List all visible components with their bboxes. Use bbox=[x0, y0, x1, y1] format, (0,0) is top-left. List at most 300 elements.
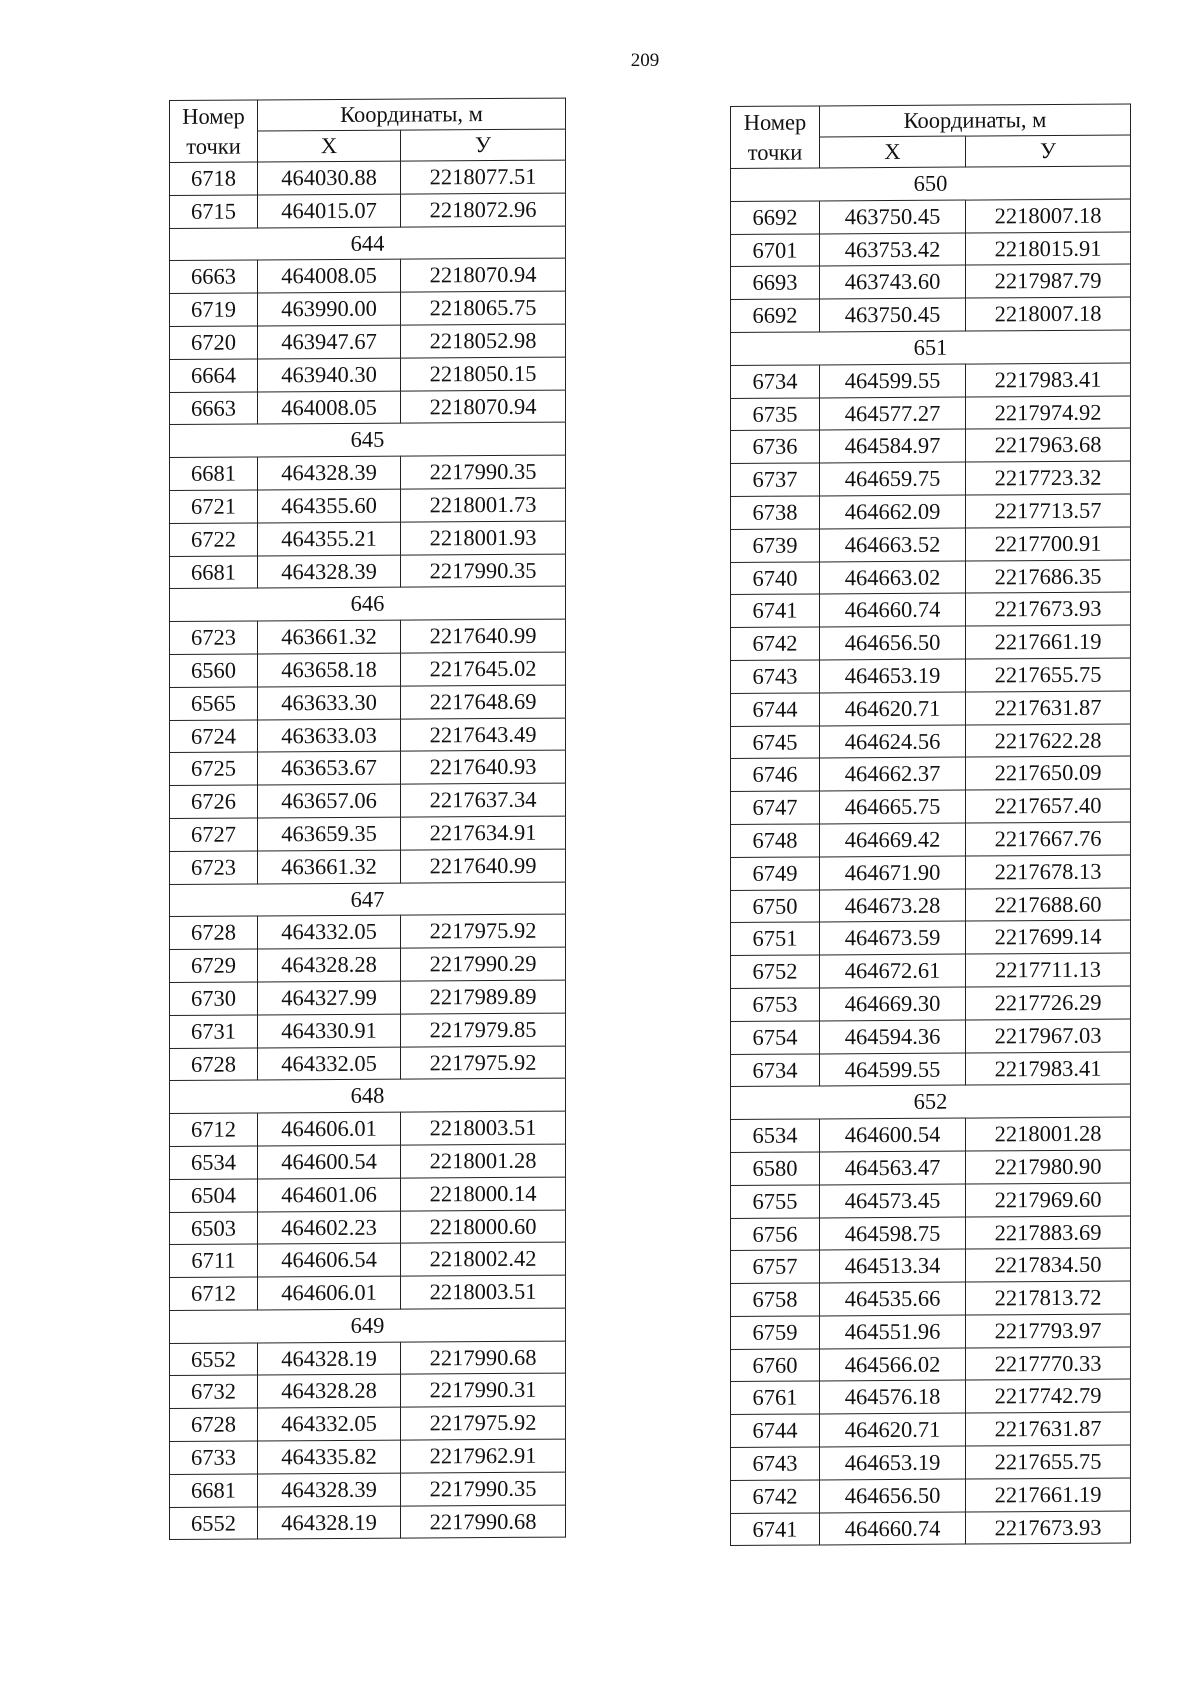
x-coordinate-cell: 464015.07 bbox=[258, 194, 401, 228]
point-number-cell: 6719 bbox=[170, 293, 258, 326]
point-number-cell: 6723 bbox=[170, 621, 258, 654]
x-coordinate-cell: 464328.39 bbox=[258, 555, 401, 589]
x-coordinate-cell: 464584.97 bbox=[820, 429, 966, 463]
coordinates-table-right bbox=[730, 104, 1131, 1547]
x-coordinate-cell: 464660.74 bbox=[820, 593, 966, 627]
point-number-cell: 6761 bbox=[731, 1381, 820, 1414]
x-coordinate-cell: 464328.19 bbox=[258, 1342, 401, 1376]
table-row bbox=[170, 1013, 566, 1048]
table-row bbox=[170, 488, 566, 523]
point-number-cell: 6730 bbox=[170, 982, 258, 1015]
x-coordinate-cell: 464577.27 bbox=[820, 397, 966, 431]
x-coordinate-cell: 464332.05 bbox=[258, 1407, 401, 1441]
table-row bbox=[170, 980, 566, 1015]
x-coordinate-cell: 464656.50 bbox=[820, 1479, 966, 1513]
point-number-cell: 6725 bbox=[170, 752, 258, 785]
point-number-cell: 6726 bbox=[170, 785, 258, 818]
point-number-cell: 6720 bbox=[170, 326, 258, 359]
y-header: У bbox=[401, 129, 566, 161]
y-coordinate-cell: 2217631.87 bbox=[966, 1412, 1131, 1446]
x-coordinate-cell: 464606.01 bbox=[258, 1112, 401, 1146]
table-row bbox=[731, 461, 1131, 496]
table-row bbox=[170, 390, 566, 425]
point-number-cell: 6721 bbox=[170, 490, 258, 523]
y-coordinate-cell: 2217678.13 bbox=[966, 855, 1131, 889]
point-number-cell: 6743 bbox=[731, 660, 820, 693]
x-coordinate-cell: 464563.47 bbox=[820, 1151, 966, 1185]
x-coordinate-cell: 464573.45 bbox=[820, 1184, 966, 1218]
x-coordinate-cell: 464602.23 bbox=[258, 1211, 401, 1245]
point-number-cell: 6534 bbox=[731, 1119, 820, 1152]
y-coordinate-cell: 2217883.69 bbox=[966, 1216, 1131, 1250]
y-coordinate-cell: 2217640.93 bbox=[401, 750, 566, 784]
table-row bbox=[170, 816, 566, 851]
y-coordinate-cell: 2217634.91 bbox=[401, 816, 566, 850]
y-coordinate-cell: 2217711.13 bbox=[966, 953, 1131, 987]
table-row bbox=[170, 1505, 566, 1540]
y-coordinate-cell: 2217813.72 bbox=[966, 1281, 1131, 1315]
point-number-cell: 6552 bbox=[170, 1343, 258, 1376]
table-row bbox=[731, 1117, 1131, 1152]
y-coordinate-cell: 2218065.75 bbox=[401, 291, 566, 325]
section-header-row bbox=[170, 1308, 566, 1343]
table-row bbox=[170, 193, 566, 228]
point-number-cell: 6715 bbox=[170, 195, 258, 228]
table-row bbox=[731, 1216, 1131, 1251]
table-row bbox=[170, 783, 566, 818]
y-coordinate-cell: 2217980.90 bbox=[966, 1150, 1131, 1184]
section-header-row bbox=[170, 586, 566, 621]
table-row bbox=[170, 1177, 566, 1212]
x-header: Х bbox=[258, 130, 401, 162]
point-number-cell: 6742 bbox=[731, 1480, 820, 1513]
section-number: 652 bbox=[731, 1084, 1131, 1119]
x-coordinate-cell: 464328.28 bbox=[258, 1375, 401, 1409]
point-number-cell: 6744 bbox=[731, 1414, 820, 1447]
x-coordinate-cell: 464653.19 bbox=[820, 1446, 966, 1480]
y-coordinate-cell: 2217990.29 bbox=[401, 947, 566, 981]
table-row bbox=[731, 756, 1131, 791]
x-coordinate-cell: 464030.88 bbox=[258, 161, 401, 195]
y-coordinate-cell: 2217990.35 bbox=[401, 554, 566, 588]
x-coordinate-cell: 464576.18 bbox=[820, 1381, 966, 1415]
section-number: 651 bbox=[731, 330, 1131, 365]
x-coordinate-cell: 464355.21 bbox=[258, 522, 401, 556]
point-number-cell: 6739 bbox=[731, 529, 820, 562]
table-row bbox=[731, 494, 1131, 529]
point-number-cell: 6749 bbox=[731, 857, 820, 890]
x-coordinate-cell: 463753.42 bbox=[820, 233, 966, 267]
section-number: 644 bbox=[170, 226, 566, 261]
x-coordinate-cell: 464599.55 bbox=[820, 364, 966, 398]
y-coordinate-cell: 2217963.68 bbox=[966, 428, 1131, 462]
point-number-cell: 6754 bbox=[731, 1021, 820, 1054]
y-coordinate-cell: 2218003.51 bbox=[401, 1275, 566, 1309]
y-coordinate-cell: 2218050.15 bbox=[401, 357, 566, 391]
y-coordinate-cell: 2217667.76 bbox=[966, 822, 1131, 856]
x-coordinate-cell: 463657.06 bbox=[258, 784, 401, 818]
y-coordinate-cell: 2218003.51 bbox=[401, 1111, 566, 1145]
x-coordinate-cell: 464600.54 bbox=[820, 1118, 966, 1152]
table-row bbox=[731, 428, 1131, 463]
point-number-cell: 6560 bbox=[170, 654, 258, 687]
table-row bbox=[170, 1406, 566, 1441]
point-number-cell: 6747 bbox=[731, 791, 820, 824]
x-coordinate-cell: 463990.00 bbox=[258, 292, 401, 326]
table-row bbox=[731, 1248, 1131, 1283]
left-table-body bbox=[170, 160, 566, 1540]
y-coordinate-cell: 2217962.91 bbox=[401, 1439, 566, 1473]
y-coordinate-cell: 2217640.99 bbox=[401, 849, 566, 883]
table-row bbox=[170, 947, 566, 982]
table-row bbox=[731, 1478, 1131, 1513]
point-number-cell: 6718 bbox=[170, 162, 258, 195]
x-coordinate-cell: 464669.42 bbox=[820, 823, 966, 857]
point-number-cell: 6755 bbox=[731, 1185, 820, 1218]
table-row bbox=[731, 789, 1131, 824]
x-coordinate-cell: 463947.67 bbox=[258, 325, 401, 359]
point-number-cell: 6504 bbox=[170, 1179, 258, 1212]
x-coordinate-cell: 464600.54 bbox=[258, 1145, 401, 1179]
point-number-cell: 6752 bbox=[731, 955, 820, 988]
table-row bbox=[170, 1210, 566, 1245]
x-coordinate-cell: 464659.75 bbox=[820, 462, 966, 496]
x-coordinate-cell: 463661.32 bbox=[258, 850, 401, 884]
table-row bbox=[731, 1183, 1131, 1218]
table-row bbox=[170, 718, 566, 753]
x-coordinate-cell: 464328.28 bbox=[258, 948, 401, 982]
x-coordinate-cell: 464669.30 bbox=[820, 987, 966, 1021]
x-coordinate-cell: 464328.19 bbox=[258, 1506, 401, 1540]
table-row bbox=[731, 920, 1131, 955]
point-number-cell: 6727 bbox=[170, 818, 258, 851]
x-coordinate-cell: 464663.02 bbox=[820, 561, 966, 595]
point-number-cell: 6534 bbox=[170, 1146, 258, 1179]
point-number-cell: 6737 bbox=[731, 463, 820, 496]
point-number-cell: 6756 bbox=[731, 1217, 820, 1250]
y-coordinate-cell: 2217723.32 bbox=[966, 461, 1131, 495]
y-coordinate-cell: 2217640.99 bbox=[401, 619, 566, 653]
y-coordinate-cell: 2217700.91 bbox=[966, 527, 1131, 561]
y-coordinate-cell: 2218007.18 bbox=[966, 199, 1131, 233]
x-coordinate-cell: 464008.05 bbox=[258, 259, 401, 293]
y-coordinate-cell: 2217983.41 bbox=[966, 1052, 1131, 1086]
table-row bbox=[731, 560, 1131, 595]
y-coordinate-cell: 2217655.75 bbox=[966, 1445, 1131, 1479]
y-coordinate-cell: 2217661.19 bbox=[966, 1478, 1131, 1512]
table-row bbox=[170, 914, 566, 949]
y-coordinate-cell: 2218001.28 bbox=[401, 1144, 566, 1178]
table-row bbox=[170, 291, 566, 326]
point-number-header-line2: точки bbox=[186, 133, 241, 159]
y-coordinate-cell: 2218000.60 bbox=[401, 1210, 566, 1244]
y-coordinate-cell: 2217657.40 bbox=[966, 789, 1131, 823]
point-number-header-line1: Номер bbox=[743, 109, 807, 135]
table-row bbox=[170, 258, 566, 293]
point-number-cell: 6733 bbox=[170, 1441, 258, 1474]
table-row bbox=[731, 724, 1131, 759]
y-coordinate-cell: 2217648.69 bbox=[401, 685, 566, 719]
table-row bbox=[170, 685, 566, 720]
point-number-cell: 6580 bbox=[731, 1152, 820, 1185]
y-coordinate-cell: 2217834.50 bbox=[966, 1248, 1131, 1282]
point-number-cell: 6736 bbox=[731, 430, 820, 463]
point-number-cell: 6728 bbox=[170, 1047, 258, 1080]
section-number: 646 bbox=[170, 586, 566, 621]
point-number-cell: 6740 bbox=[731, 562, 820, 595]
y-coordinate-cell: 2217990.31 bbox=[401, 1374, 566, 1408]
y-coordinate-cell: 2217622.28 bbox=[966, 724, 1131, 758]
point-number-cell: 6750 bbox=[731, 889, 820, 922]
y-coordinate-cell: 2217637.34 bbox=[401, 783, 566, 817]
table-row bbox=[170, 521, 566, 556]
x-coordinate-cell: 464008.05 bbox=[258, 391, 401, 425]
x-coordinate-cell: 463940.30 bbox=[258, 358, 401, 392]
x-coordinate-cell: 464673.28 bbox=[820, 889, 966, 923]
point-number-cell: 6712 bbox=[170, 1113, 258, 1146]
point-number-cell: 6503 bbox=[170, 1211, 258, 1244]
y-coordinate-cell: 2218000.14 bbox=[401, 1177, 566, 1211]
section-number: 647 bbox=[170, 882, 566, 917]
point-number-cell: 6664 bbox=[170, 359, 258, 392]
y-coordinate-cell: 2217770.33 bbox=[966, 1347, 1131, 1381]
table-row bbox=[170, 160, 566, 195]
y-coordinate-cell: 2217699.14 bbox=[966, 920, 1131, 954]
point-number-cell: 6732 bbox=[170, 1375, 258, 1408]
table-row bbox=[170, 1341, 566, 1376]
point-number-cell: 6565 bbox=[170, 687, 258, 720]
table-row bbox=[731, 527, 1131, 562]
x-coordinate-cell: 464662.09 bbox=[820, 495, 966, 529]
x-coordinate-cell: 464594.36 bbox=[820, 1020, 966, 1054]
table-row bbox=[731, 1412, 1131, 1447]
table-row bbox=[731, 363, 1131, 398]
table-row bbox=[170, 1111, 566, 1146]
table-row bbox=[170, 619, 566, 654]
y-coordinate-cell: 2218072.96 bbox=[401, 193, 566, 227]
y-coordinate-cell: 2217990.35 bbox=[401, 1472, 566, 1506]
y-coordinate-cell: 2217631.87 bbox=[966, 691, 1131, 725]
y-coordinate-cell: 2218077.51 bbox=[401, 160, 566, 194]
table-row bbox=[731, 691, 1131, 726]
point-number-cell: 6728 bbox=[170, 1408, 258, 1441]
x-coordinate-cell: 464355.60 bbox=[258, 489, 401, 523]
x-coordinate-cell: 464599.55 bbox=[820, 1053, 966, 1087]
section-header-row bbox=[731, 1084, 1131, 1119]
section-number: 650 bbox=[731, 166, 1131, 201]
section-header-row bbox=[170, 226, 566, 261]
y-coordinate-cell: 2217661.19 bbox=[966, 625, 1131, 659]
y-coordinate-cell: 2217686.35 bbox=[966, 560, 1131, 594]
y-coordinate-cell: 2218007.18 bbox=[966, 297, 1131, 331]
point-number-cell: 6681 bbox=[170, 556, 258, 589]
x-coordinate-cell: 464598.75 bbox=[820, 1217, 966, 1251]
table-row bbox=[731, 658, 1131, 693]
table-row bbox=[731, 822, 1131, 857]
x-coordinate-cell: 464535.66 bbox=[820, 1282, 966, 1316]
point-number-cell: 6751 bbox=[731, 922, 820, 955]
y-coordinate-cell: 2217673.93 bbox=[966, 592, 1131, 626]
point-number-header-line1: Номер bbox=[182, 103, 245, 129]
table-row bbox=[170, 1046, 566, 1081]
y-coordinate-cell: 2218002.42 bbox=[401, 1242, 566, 1276]
point-number-cell: 6735 bbox=[731, 398, 820, 431]
section-number: 645 bbox=[170, 422, 566, 457]
point-number-cell: 6738 bbox=[731, 496, 820, 529]
x-coordinate-cell: 464328.39 bbox=[258, 1473, 401, 1507]
y-coordinate-cell: 2218015.91 bbox=[966, 232, 1131, 266]
table-row bbox=[170, 1374, 566, 1409]
point-number-cell: 6760 bbox=[731, 1349, 820, 1382]
y-coordinate-cell: 2217643.49 bbox=[401, 718, 566, 752]
table-row bbox=[731, 1380, 1131, 1415]
x-coordinate-cell: 464624.56 bbox=[820, 725, 966, 759]
y-coordinate-cell: 2217650.09 bbox=[966, 756, 1131, 790]
y-coordinate-cell: 2217969.60 bbox=[966, 1183, 1131, 1217]
point-number-cell: 6741 bbox=[731, 594, 820, 627]
x-coordinate-cell: 464332.05 bbox=[258, 915, 401, 949]
table-row bbox=[731, 264, 1131, 299]
x-coordinate-cell: 464671.90 bbox=[820, 856, 966, 890]
section-number: 649 bbox=[170, 1308, 566, 1343]
point-number-cell: 6552 bbox=[170, 1507, 258, 1540]
y-coordinate-cell: 2217974.92 bbox=[966, 396, 1131, 430]
table-row bbox=[170, 455, 566, 490]
x-coordinate-cell: 464620.71 bbox=[820, 1413, 966, 1447]
y-coordinate-cell: 2218001.93 bbox=[401, 521, 566, 555]
point-number-cell: 6741 bbox=[731, 1513, 820, 1546]
table-row bbox=[731, 1445, 1131, 1480]
table-row bbox=[170, 324, 566, 359]
point-number-header-line2: точки bbox=[747, 139, 803, 165]
y-coordinate-cell: 2217990.68 bbox=[401, 1505, 566, 1539]
point-number-cell: 6734 bbox=[731, 365, 820, 398]
y-header: У bbox=[966, 135, 1131, 167]
y-coordinate-cell: 2218052.98 bbox=[401, 324, 566, 358]
x-coordinate-cell: 463658.18 bbox=[258, 653, 401, 687]
x-coordinate-cell: 464551.96 bbox=[820, 1315, 966, 1349]
point-number-cell: 6692 bbox=[731, 201, 820, 234]
point-number-cell: 6745 bbox=[731, 726, 820, 759]
section-number: 648 bbox=[170, 1078, 566, 1113]
table-row bbox=[731, 297, 1131, 332]
y-coordinate-cell: 2218001.28 bbox=[966, 1117, 1131, 1151]
table-row bbox=[731, 232, 1131, 267]
x-coordinate-cell: 464330.91 bbox=[258, 1014, 401, 1048]
point-number-cell: 6724 bbox=[170, 720, 258, 753]
table-row bbox=[170, 554, 566, 589]
point-number-cell: 6701 bbox=[731, 234, 820, 267]
table-row bbox=[170, 652, 566, 687]
coordinates-header: Координаты, м bbox=[820, 104, 1131, 137]
y-coordinate-cell: 2217990.35 bbox=[401, 455, 566, 489]
table-row bbox=[170, 1275, 566, 1310]
section-header-row bbox=[731, 166, 1131, 201]
y-coordinate-cell: 2217975.92 bbox=[401, 914, 566, 948]
x-coordinate-cell: 463659.35 bbox=[258, 817, 401, 851]
y-coordinate-cell: 2217987.79 bbox=[966, 264, 1131, 298]
table-row bbox=[731, 1052, 1131, 1087]
y-coordinate-cell: 2217990.68 bbox=[401, 1341, 566, 1375]
table-row bbox=[731, 1281, 1131, 1316]
x-coordinate-cell: 463750.45 bbox=[820, 298, 966, 332]
page-number: 209 bbox=[630, 50, 660, 71]
y-coordinate-cell: 2217645.02 bbox=[401, 652, 566, 686]
x-coordinate-cell: 464566.02 bbox=[820, 1348, 966, 1382]
table-row bbox=[731, 953, 1131, 988]
y-coordinate-cell: 2217655.75 bbox=[966, 658, 1131, 692]
point-number-cell: 6729 bbox=[170, 949, 258, 982]
point-number-cell: 6712 bbox=[170, 1277, 258, 1310]
x-coordinate-cell: 463661.32 bbox=[258, 620, 401, 654]
coordinates-table-left bbox=[169, 98, 566, 1541]
x-coordinate-cell: 464332.05 bbox=[258, 1047, 401, 1081]
y-coordinate-cell: 2218001.73 bbox=[401, 488, 566, 522]
table-row bbox=[731, 1347, 1131, 1382]
point-number-cell: 6692 bbox=[731, 299, 820, 332]
point-number-cell: 6663 bbox=[170, 392, 258, 425]
y-coordinate-cell: 2217975.92 bbox=[401, 1406, 566, 1440]
table-row bbox=[731, 396, 1131, 431]
x-header: Х bbox=[820, 136, 966, 168]
table-row bbox=[170, 357, 566, 392]
y-coordinate-cell: 2217742.79 bbox=[966, 1380, 1131, 1414]
x-coordinate-cell: 464660.74 bbox=[820, 1512, 966, 1546]
point-number-cell: 6681 bbox=[170, 1474, 258, 1507]
point-number-cell: 6731 bbox=[170, 1015, 258, 1048]
point-number-cell: 6723 bbox=[170, 851, 258, 884]
x-coordinate-cell: 464327.99 bbox=[258, 981, 401, 1015]
table-row bbox=[731, 986, 1131, 1021]
section-header-row bbox=[170, 882, 566, 917]
x-coordinate-cell: 464673.59 bbox=[820, 921, 966, 955]
table-row bbox=[170, 1242, 566, 1277]
y-coordinate-cell: 2217726.29 bbox=[966, 986, 1131, 1020]
table-row bbox=[731, 199, 1131, 234]
y-coordinate-cell: 2217713.57 bbox=[966, 494, 1131, 528]
section-header-row bbox=[731, 330, 1131, 365]
table-row bbox=[731, 592, 1131, 627]
x-coordinate-cell: 464663.52 bbox=[820, 528, 966, 562]
table-row bbox=[731, 1150, 1131, 1185]
x-coordinate-cell: 464335.82 bbox=[258, 1440, 401, 1474]
table-row bbox=[170, 849, 566, 884]
table-row bbox=[170, 1144, 566, 1179]
point-number-cell: 6743 bbox=[731, 1447, 820, 1480]
section-header-row bbox=[170, 1078, 566, 1113]
section-header-row bbox=[170, 422, 566, 457]
table-row bbox=[731, 888, 1131, 923]
x-coordinate-cell: 464665.75 bbox=[820, 790, 966, 824]
table-row bbox=[731, 1314, 1131, 1349]
point-number-header bbox=[731, 106, 820, 169]
y-coordinate-cell: 2217688.60 bbox=[966, 888, 1131, 922]
x-coordinate-cell: 464601.06 bbox=[258, 1178, 401, 1212]
table-row bbox=[731, 1511, 1131, 1546]
x-coordinate-cell: 464672.61 bbox=[820, 954, 966, 988]
x-coordinate-cell: 464606.01 bbox=[258, 1276, 401, 1310]
x-coordinate-cell: 464662.37 bbox=[820, 757, 966, 791]
x-coordinate-cell: 463633.30 bbox=[258, 686, 401, 720]
point-number-cell: 6663 bbox=[170, 260, 258, 293]
point-number-header bbox=[170, 100, 258, 163]
x-coordinate-cell: 463750.45 bbox=[820, 200, 966, 234]
point-number-cell: 6711 bbox=[170, 1244, 258, 1277]
y-coordinate-cell: 2217989.89 bbox=[401, 980, 566, 1014]
y-coordinate-cell: 2217673.93 bbox=[966, 1511, 1131, 1545]
table-row bbox=[731, 1019, 1131, 1054]
coordinates-header: Координаты, м bbox=[258, 98, 566, 131]
